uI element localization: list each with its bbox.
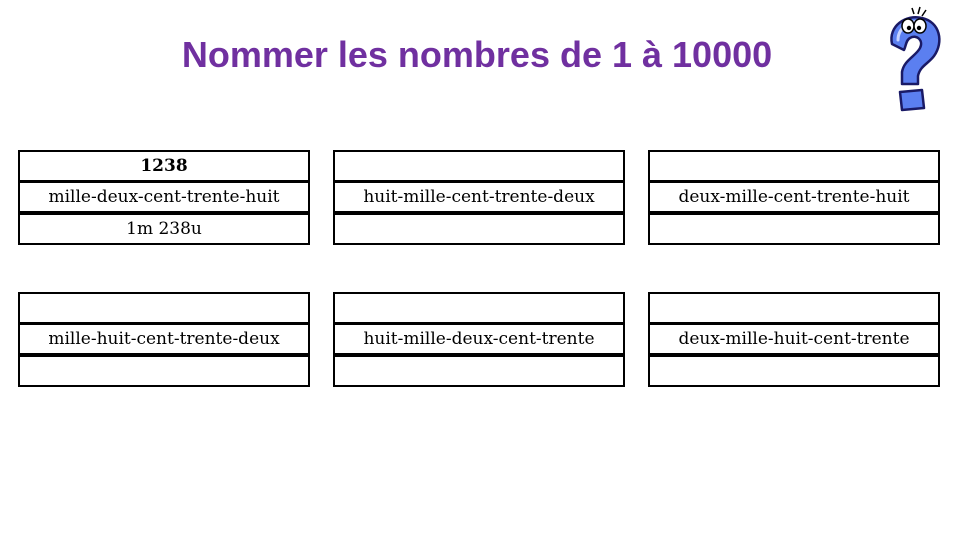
number-card bbox=[333, 292, 625, 387]
number-cell[interactable]: 1238 bbox=[18, 150, 310, 182]
number-cell[interactable] bbox=[18, 292, 310, 324]
number-card bbox=[648, 292, 940, 387]
number-card bbox=[333, 150, 625, 245]
decomposition-cell[interactable] bbox=[333, 213, 625, 245]
number-cell[interactable] bbox=[333, 150, 625, 182]
number-card bbox=[18, 150, 310, 245]
question-mark-icon bbox=[884, 6, 946, 112]
number-cell[interactable] bbox=[648, 150, 940, 182]
decomposition-cell[interactable] bbox=[648, 355, 940, 387]
number-name-cell: deux-mille-huit-cent-trente bbox=[648, 323, 940, 355]
decomposition-cell[interactable] bbox=[18, 355, 310, 387]
slide-title bbox=[0, 34, 960, 76]
number-name-cell: mille-huit-cent-trente-deux bbox=[18, 323, 310, 355]
number-name-cell: deux-mille-cent-trente-huit bbox=[648, 181, 940, 213]
decomposition-cell[interactable]: 1m 238u bbox=[18, 213, 310, 245]
number-cell[interactable] bbox=[333, 292, 625, 324]
number-name-cell: huit-mille-cent-trente-deux bbox=[333, 181, 625, 213]
slide-title-text: Nommer les nombres de 1 à 10000 bbox=[181, 34, 773, 75]
number-name-cell: huit-mille-deux-cent-trente bbox=[333, 323, 625, 355]
decomposition-cell[interactable] bbox=[333, 355, 625, 387]
number-name-cell: mille-deux-cent-trente-huit bbox=[18, 181, 310, 213]
number-card bbox=[648, 150, 940, 245]
number-card bbox=[18, 292, 310, 387]
number-cell[interactable] bbox=[648, 292, 940, 324]
decomposition-cell[interactable] bbox=[648, 213, 940, 245]
